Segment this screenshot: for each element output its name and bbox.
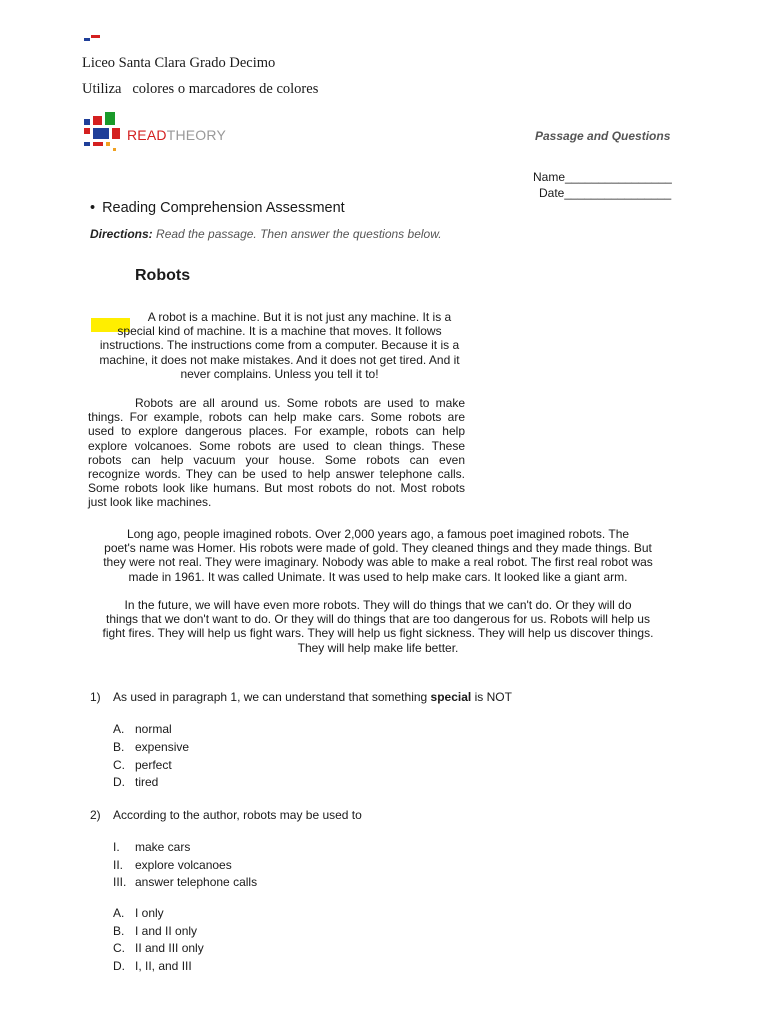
option-letter: A. <box>113 722 125 736</box>
question-number: 2) <box>90 808 101 822</box>
answer-option[interactable] <box>113 941 204 955</box>
question-text-end: is NOT <box>471 690 512 704</box>
roman-item <box>113 858 232 872</box>
paragraph-line: machine, it does not make mistakes. And it does not get tired. And it <box>99 352 460 367</box>
directions-label: Directions: <box>90 227 153 241</box>
roman-text: explore volcanoes <box>135 858 232 872</box>
paragraph-line: A robot is a machine. But it is not just any machine. It is a <box>147 310 452 324</box>
logo-theory-text: THEORY <box>166 127 226 143</box>
question-keyword: special <box>430 690 472 704</box>
option-text: I and II only <box>135 924 198 938</box>
paragraph-line: never complains. Unless you tell it to! <box>180 366 379 381</box>
paragraph-line: robots can help vacuum your house. Some robots can even <box>88 452 465 467</box>
passage-title: Robots <box>135 267 191 284</box>
option-letter: C. <box>113 941 125 955</box>
option-text: perfect <box>135 758 172 772</box>
paragraph-line: Long ago, people imagined robots. Over 2,000 years ago, a famous poet imagined robots. The <box>126 527 630 541</box>
paragraph-line: Robots are all around us. Some robots are used to make <box>135 396 465 410</box>
paragraph-line: explore volcanoes. Some robots are used to clean things. These <box>88 438 465 453</box>
answer-option[interactable] <box>113 722 172 736</box>
paragraph-4 <box>88 598 668 655</box>
paragraph-line: recognize words. They can be used to help answer telephone calls. <box>88 467 465 482</box>
option-text: normal <box>135 722 172 736</box>
answer-option[interactable] <box>113 924 197 938</box>
paragraph-line: instructions. The instructions come from a computer. Because it is a <box>99 338 460 353</box>
paragraph-line: They will help make life better. <box>297 640 459 655</box>
question-2 <box>90 808 362 822</box>
paragraph-line: they were not real. They were imaginary. Nobody was able to make a real robot. The first real robot was <box>103 555 653 570</box>
option-letter: A. <box>113 906 125 920</box>
answer-option[interactable] <box>113 959 192 973</box>
option-text: expensive <box>135 740 190 754</box>
answer-option[interactable] <box>113 758 172 772</box>
passage-and-questions-label: Passage and Questions <box>535 129 671 143</box>
option-letter: C. <box>113 758 125 772</box>
paragraph-2 <box>88 396 465 510</box>
paragraph-line: In the future, we will have even more robots. They will do things that we can't do. Or they will do <box>124 598 632 612</box>
paragraph-line: things that we don't want to do. Or they will do things that are too dangerous for us. Robots will help us <box>106 612 650 627</box>
instruction-line: Utiliza colores o marcadores de colores <box>82 81 319 97</box>
answer-option[interactable] <box>113 906 164 920</box>
assessment-heading <box>90 200 345 216</box>
paragraph-line: special kind of machine. It is a machine that moves. It follows <box>117 324 442 339</box>
paragraph-line: fight fires. They will help us fight wars. They will help us fight sickness. They will help us discover things. <box>102 626 654 641</box>
readtheory-wordmark <box>127 127 226 143</box>
question-text: As used in paragraph 1, we can understand that something <box>113 690 431 704</box>
paragraph-line: things. For example, robots can help make cars. Some robots are <box>88 410 465 425</box>
name-field: Name________________ <box>533 170 672 184</box>
paragraph-line: Some robots look like humans. But most robots do not. Most robots <box>88 481 465 496</box>
date-field: Date________________ <box>539 186 672 200</box>
option-letter: D. <box>113 775 125 789</box>
option-letter: D. <box>113 959 125 973</box>
roman-numeral: III. <box>113 875 127 889</box>
paragraph-1 <box>88 310 471 381</box>
roman-numeral: II. <box>113 858 124 872</box>
roman-text: answer telephone calls <box>135 875 258 889</box>
bullet-icon: • <box>90 200 96 216</box>
option-text: II and III only <box>135 941 204 955</box>
option-letter: B. <box>113 740 125 754</box>
logo-read-text: READ <box>127 127 167 143</box>
school-line: Liceo Santa Clara Grado Decimo <box>82 55 276 71</box>
option-text: I only <box>135 906 164 920</box>
assessment-heading-text: Reading Comprehension Assessment <box>102 200 345 216</box>
answer-option[interactable] <box>113 740 189 754</box>
roman-text: make cars <box>135 840 191 854</box>
option-letter: B. <box>113 924 125 938</box>
question-text: According to the author, robots may be used to <box>113 808 362 822</box>
answer-option[interactable] <box>113 775 158 789</box>
roman-numeral: I. <box>113 840 120 854</box>
readtheory-logo-icon <box>84 112 124 152</box>
directions <box>90 227 442 241</box>
paragraph-line: made in 1961. It was called Unimate. It was used to help make cars. It looked like a giant arm. <box>128 569 628 584</box>
paragraph-line: just look like machines. <box>88 495 212 510</box>
question-number: 1) <box>90 690 101 704</box>
question-1 <box>90 690 512 704</box>
directions-text: Read the passage. Then answer the questions below. <box>152 227 442 241</box>
header-mark-icon <box>84 35 100 41</box>
paragraph-3 <box>88 527 668 584</box>
option-text: I, II, and III <box>135 959 192 973</box>
roman-item <box>113 840 190 854</box>
option-text: tired <box>135 775 159 789</box>
roman-item <box>113 875 257 889</box>
paragraph-line: used to explore dangerous places. For example, robots can help <box>88 424 465 439</box>
paragraph-line: poet's name was Homer. His robots were made of gold. They cleaned things and they made things. But <box>104 541 652 556</box>
